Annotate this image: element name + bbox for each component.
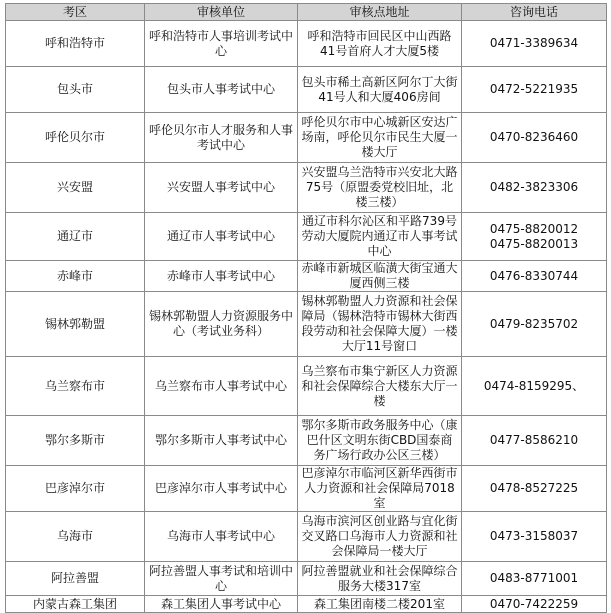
cell-address: 鄂尔多斯市政务服务中心（康巴什区文明东街CBD国泰商务广场行政办公区三楼） [298, 416, 462, 466]
table-row [6, 113, 607, 163]
header-region: 考区 [6, 4, 145, 21]
cell-unit: 赤峰市人事考试中心 [145, 261, 298, 292]
cell-address: 呼伦贝尔市中心城新区安达广场南，呼伦贝尔市民生大厦一楼大厅 [298, 113, 462, 163]
cell-phone [462, 261, 607, 292]
cell-phone [462, 466, 607, 512]
table-row [6, 512, 607, 562]
header-unit: 审核单位 [145, 4, 298, 21]
cell-region: 呼和浩特市 [6, 21, 145, 67]
cell-region: 巴彦淖尔市 [6, 466, 145, 512]
table-row [6, 213, 607, 261]
phone-number: 0479-8235702 [489, 316, 579, 331]
cell-unit: 阿拉善盟人事考试和培训中心 [145, 562, 298, 596]
table-row [6, 67, 607, 113]
table-row [6, 466, 607, 512]
phone-number: 0473-3158037 [489, 529, 579, 543]
exam-center-table-wrapper [5, 3, 607, 613]
cell-address: 乌兰察布市集宁新区人力资源和社会保障综合大楼东大厅一楼 [298, 357, 462, 416]
cell-address: 通辽市科尔沁区和平路739号劳动大厦院内通辽市人事考试中心 [298, 213, 462, 261]
cell-phone [462, 292, 607, 357]
cell-unit: 森工集团人事考试中心 [145, 596, 298, 613]
table-body [6, 21, 607, 613]
cell-unit: 呼和浩特市人事培训考试中心 [145, 21, 298, 67]
cell-phone [462, 113, 607, 163]
table-row [6, 21, 607, 67]
cell-unit: 锡林郭勒盟人力资源服务中心（考试业务科） [145, 292, 298, 357]
table-row [6, 163, 607, 213]
cell-address: 森工集团南楼二楼201室 [298, 596, 462, 613]
table-row [6, 416, 607, 466]
phone-number: 0474-8159295、 [483, 378, 585, 393]
cell-region: 乌兰察布市 [6, 357, 145, 416]
cell-address: 阿拉善盟就业和社会保障综合服务大楼317室 [298, 562, 462, 596]
phone-number: 0470-8236460 [489, 130, 579, 144]
cell-region: 赤峰市 [6, 261, 145, 292]
cell-region: 阿拉善盟 [6, 562, 145, 596]
phone-number: 0470-7422259 [489, 596, 579, 611]
cell-region: 呼伦贝尔市 [6, 113, 145, 163]
cell-phone [462, 562, 607, 596]
phone-number: 0483-8771001 [489, 571, 579, 585]
cell-region: 锡林郭勒盟 [6, 292, 145, 357]
header-address: 审核点地址 [298, 4, 462, 21]
table-row [6, 357, 607, 416]
cell-region: 通辽市 [6, 213, 145, 261]
cell-phone [462, 163, 607, 213]
cell-address: 锡林郭勒盟人力资源和社会保障局（锡林浩特市锡林大街西段劳动和社会保障大厦）一楼大厅11号窗口 [298, 292, 462, 357]
cell-region: 内蒙古森工集团 [6, 596, 145, 613]
cell-address: 巴彦淖尔市临河区新华西街市人力资源和社会保障局7018室 [298, 466, 462, 512]
cell-unit: 乌兰察布市人事考试中心 [145, 357, 298, 416]
cell-phone [462, 357, 607, 416]
cell-unit: 通辽市人事考试中心 [145, 213, 298, 261]
cell-phone [462, 596, 607, 613]
cell-unit: 包头市人事考试中心 [145, 67, 298, 113]
cell-unit: 鄂尔多斯市人事考试中心 [145, 416, 298, 466]
cell-region: 鄂尔多斯市 [6, 416, 145, 466]
phone-number: 0482-3823306 [489, 180, 579, 194]
phone-number: 0475-8820012 [489, 221, 579, 236]
cell-phone [462, 213, 607, 261]
cell-phone [462, 512, 607, 562]
phone-number: 0472-5221935 [489, 82, 579, 96]
phone-number: 0475-8820013 [489, 236, 579, 251]
cell-phone [462, 67, 607, 113]
cell-address: 包头市稀土高新区阿尔丁大街41号人和大厦406房间 [298, 67, 462, 113]
phone-number: 0476-8330744 [489, 268, 579, 283]
phone-number: 0477-8586210 [489, 433, 579, 447]
cell-region: 包头市 [6, 67, 145, 113]
phone-number: 0471-3389634 [489, 36, 579, 50]
header-phone: 咨询电话 [462, 4, 607, 21]
table-header-row [6, 4, 607, 21]
cell-unit: 乌海市人事考试中心 [145, 512, 298, 562]
exam-center-table [5, 3, 607, 613]
cell-unit: 巴彦淖尔市人事考试中心 [145, 466, 298, 512]
table-row [6, 562, 607, 596]
cell-region: 乌海市 [6, 512, 145, 562]
cell-address: 呼和浩特市回民区中山西路41号首府人才大厦5楼 [298, 21, 462, 67]
table-row [6, 261, 607, 292]
cell-region: 兴安盟 [6, 163, 145, 213]
cell-unit: 兴安盟人事考试中心 [145, 163, 298, 213]
cell-phone [462, 21, 607, 67]
cell-phone [462, 416, 607, 466]
table-row [6, 596, 607, 613]
cell-address: 赤峰市新城区临潢大街宝通大厦西侧三楼 [298, 261, 462, 292]
cell-unit: 呼伦贝尔市人才服务和人事考试中心 [145, 113, 298, 163]
cell-address: 乌海市滨河区创业路与宜化街交叉路口乌海市人力资源和社会保障局一楼大厅 [298, 512, 462, 562]
cell-address: 兴安盟乌兰浩特市兴安北大路75号（原盟委党校旧址，北楼三楼） [298, 163, 462, 213]
table-row [6, 292, 607, 357]
phone-number: 0478-8527225 [489, 481, 579, 495]
